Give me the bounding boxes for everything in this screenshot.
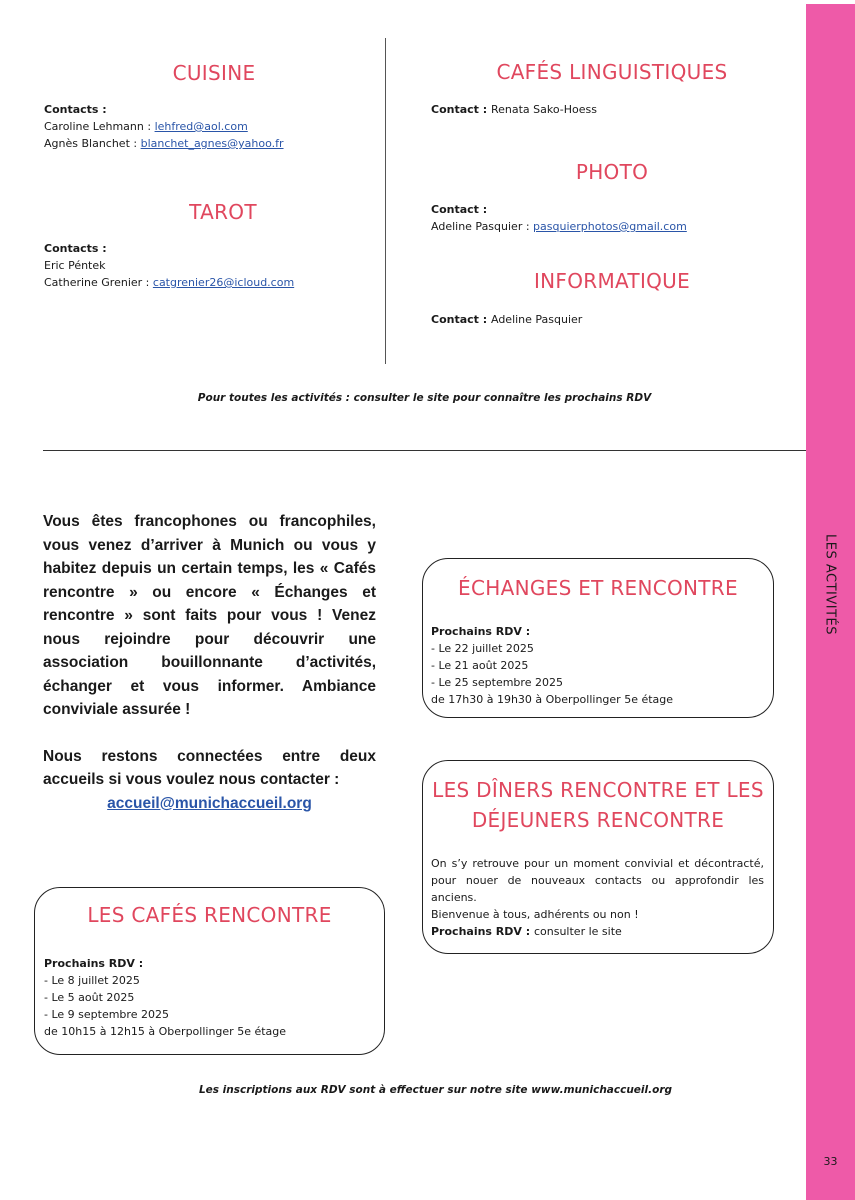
cafes-rencontre-date: - Le 9 septembre 2025 [44, 1008, 169, 1021]
cafes-rencontre-body [44, 955, 374, 1040]
photo-title: PHOTO [575, 160, 649, 184]
intro-paragraph-1: Vous êtes francophones ou francophiles, vous venez d’arriver à Munich ou vous y habitez depuis un certain temps, les « Cafés rencontre » ou encore « Échanges et rencontre » sont faits pour vous ! Venez nous rejoindre pour découvrir une association bouillonnante d’activités, échanger et vous informer. Ambiance conviviale assurée ! [43, 513, 376, 718]
cuisine-contact-1-name: Caroline Lehmann : [44, 120, 155, 133]
photo-contact-label: Contact : [431, 203, 488, 216]
side-tab [806, 4, 855, 1200]
diners-text-1: On s’y retrouve pour un moment convivial et décontracté, pour nouer de nouveaux contacts ou approfondir les anciens. [431, 857, 764, 904]
echanges-date: - Le 25 septembre 2025 [431, 676, 563, 689]
page-number: 33 [823, 1155, 838, 1168]
cuisine-title: CUISINE [172, 61, 256, 85]
informatique-contact-name: Adeline Pasquier [490, 313, 583, 326]
cafes-rencontre-rdv-label: Prochains RDV : [44, 957, 144, 970]
diners-text-2: Bienvenue à tous, adhérents ou non ! [431, 908, 639, 921]
echanges-time-place: de 17h30 à 19h30 à Oberpollinger 5e étage [431, 693, 674, 706]
cafes-rencontre-date: - Le 5 août 2025 [44, 991, 135, 1004]
cafes-linguistiques-title: CAFÉS LINGUISTIQUES [496, 60, 728, 84]
tarot-contacts-label: Contacts : [44, 242, 107, 255]
echanges-body [431, 623, 761, 708]
photo-contact-email[interactable]: pasquierphotos@gmail.com [533, 220, 687, 233]
echanges-box [422, 558, 774, 718]
diners-title-line-1: LES DÎNERS RENCONTRE ET LES [432, 778, 764, 802]
diners-title-line-2: DÉJEUNERS RENCONTRE [471, 808, 725, 832]
cafes-rencontre-date: - Le 8 juillet 2025 [44, 974, 140, 987]
column-divider [385, 38, 386, 364]
photo-contact [431, 201, 801, 235]
diners-body [431, 855, 764, 940]
cuisine-contact-1-email[interactable]: lehfred@aol.com [154, 120, 248, 133]
cafes-rencontre-time-place: de 10h15 à 12h15 à Oberpollinger 5e étage [44, 1025, 287, 1038]
section-label: LES ACTIVITÉS [822, 534, 838, 635]
diners-rdv-label: Prochains RDV : [431, 925, 534, 938]
echanges-date: - Le 21 août 2025 [431, 659, 529, 672]
tarot-contacts [44, 240, 379, 291]
contact-email-link[interactable]: accueil@munichaccueil.org [107, 794, 312, 812]
tarot-contact-2-email[interactable]: catgrenier26@icloud.com [152, 276, 295, 289]
echanges-rdv-label: Prochains RDV : [431, 625, 531, 638]
cuisine-contact-2-email[interactable]: blanchet_agnes@yahoo.fr [140, 137, 284, 150]
echanges-title: ÉCHANGES ET RENCONTRE [458, 576, 738, 600]
tarot-title: TAROT [189, 200, 257, 224]
intro-paragraph-2: Nous restons connectées entre deux accueils si vous voulez nous contacter : [43, 747, 376, 788]
cuisine-contacts-label: Contacts : [44, 103, 107, 116]
intro-text [43, 510, 376, 815]
cafes-linguistiques-contact-label: Contact : [431, 103, 491, 116]
cafes-rencontre-title: LES CAFÉS RENCONTRE [87, 903, 332, 927]
echanges-date: - Le 22 juillet 2025 [431, 642, 534, 655]
cuisine-contacts [44, 101, 379, 152]
informatique-contact [431, 311, 801, 328]
cafes-linguistiques-contact [431, 101, 801, 118]
cafes-rencontre-box [34, 887, 385, 1055]
activities-note: Pour toutes les activités : consulter le site pour connaître les prochains RDV [197, 392, 652, 404]
cuisine-contact-2-name: Agnès Blanchet : [44, 137, 141, 150]
photo-contact-name: Adeline Pasquier : [431, 220, 534, 233]
informatique-contact-label: Contact : [431, 313, 491, 326]
registration-note: Les inscriptions aux RDV sont à effectuer sur notre site www.munichaccueil.org [198, 1084, 673, 1096]
informatique-title: INFORMATIQUE [533, 269, 691, 293]
tarot-contact-2-name: Catherine Grenier : [44, 276, 153, 289]
cafes-linguistiques-contact-name: Renata Sako-Hoess [490, 103, 597, 116]
diners-rdv-value: consulter le site [533, 925, 622, 938]
tarot-contact-1: Eric Péntek [44, 259, 106, 272]
section-divider [43, 450, 806, 451]
diners-box [422, 760, 774, 954]
